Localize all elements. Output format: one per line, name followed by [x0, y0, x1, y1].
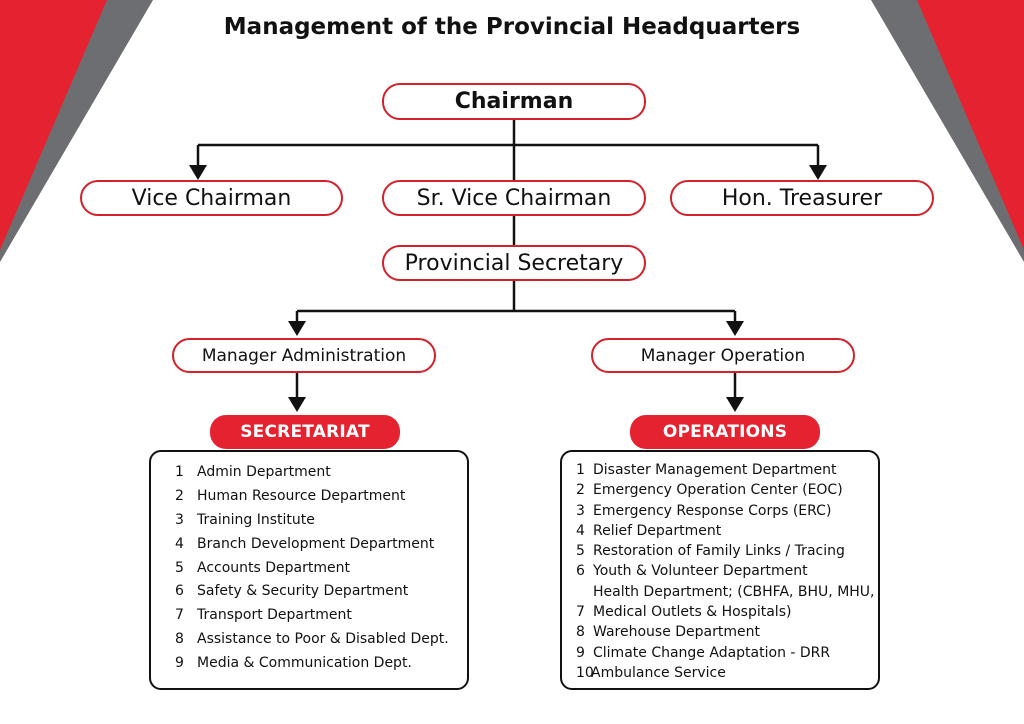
arrow-secretariat	[288, 397, 306, 412]
list-item	[175, 604, 467, 628]
item-text: Ambulance Service	[591, 664, 726, 681]
item-number: 2	[576, 482, 585, 499]
item-number: 8	[175, 631, 184, 648]
list-item	[576, 561, 878, 581]
item-number: 10	[576, 664, 594, 681]
item-number: 6	[175, 583, 184, 600]
node-provincial-secretary: Provincial Secretary	[382, 245, 646, 281]
item-text: Transport Department	[197, 607, 352, 624]
list-item	[175, 557, 467, 581]
list-item	[576, 643, 878, 663]
list-item	[576, 582, 878, 602]
diagram-title: Management of the Provincial Headquarters	[223, 14, 801, 40]
item-text: Human Resource Department	[197, 487, 406, 504]
list-item	[175, 485, 467, 509]
operations-label: OPERATIONS	[630, 415, 820, 449]
item-text: Health Department; (CBHFA, BHU, MHU,	[593, 583, 875, 600]
list-item	[175, 652, 467, 676]
item-text: Media & Communication Dept.	[197, 655, 412, 672]
list-item	[576, 521, 878, 541]
item-number: 5	[576, 543, 585, 560]
item-number: 7	[175, 607, 184, 624]
item-text: Accounts Department	[197, 559, 350, 576]
node-vice-chairman: Vice Chairman	[80, 180, 343, 216]
item-text: Branch Development Department	[197, 535, 435, 552]
item-number: 8	[576, 624, 585, 641]
item-text: Emergency Response Corps (ERC)	[593, 502, 832, 519]
arrow-manager-administration	[288, 321, 306, 336]
item-text: Warehouse Department	[593, 624, 760, 641]
item-text: Relief Department	[593, 522, 722, 539]
item-text: Climate Change Adaptation - DRR	[593, 644, 831, 661]
list-item	[576, 663, 878, 683]
list-item	[175, 580, 467, 604]
list-item	[175, 461, 467, 485]
item-number: 9	[175, 655, 184, 672]
arrow-hon-treasurer	[809, 165, 827, 180]
list-item	[576, 541, 878, 561]
item-number: 1	[576, 462, 585, 478]
node-chairman: Chairman	[382, 83, 646, 120]
item-number: 4	[175, 535, 184, 552]
arrow-vice-chairman	[189, 165, 207, 180]
item-text: Safety & Security Department	[197, 583, 409, 600]
list-item	[175, 509, 467, 533]
arrow-manager-operation	[726, 321, 744, 336]
list-item	[576, 622, 878, 642]
item-number: 3	[175, 511, 184, 528]
list-item	[576, 501, 878, 521]
node-manager-administration: Manager Administration	[172, 338, 436, 373]
item-text: Training Institute	[197, 511, 315, 528]
item-number: 6	[576, 563, 585, 580]
item-text: Youth & Volunteer Department	[593, 563, 808, 580]
item-number: 5	[175, 559, 184, 576]
item-number: 2	[175, 487, 184, 504]
node-manager-operation: Manager Operation	[591, 338, 855, 373]
item-text: Admin Department	[197, 464, 331, 480]
node-hon-treasurer: Hon. Treasurer	[670, 180, 934, 216]
operations-list-box	[560, 450, 880, 690]
item-number	[576, 582, 593, 602]
list-item	[175, 533, 467, 557]
item-number: 9	[576, 644, 585, 661]
item-number: 7	[576, 604, 585, 621]
item-number: 1	[175, 464, 184, 480]
item-text: Disaster Management Department	[593, 462, 837, 478]
arrow-operations	[726, 397, 744, 412]
secretariat-list-box	[149, 450, 469, 690]
list-item	[175, 628, 467, 652]
secretariat-label: SECRETARIAT	[210, 415, 400, 449]
list-item	[576, 480, 878, 500]
item-number: 4	[576, 522, 585, 539]
node-sr-vice-chairman: Sr. Vice Chairman	[382, 180, 646, 216]
item-text: Emergency Operation Center (EOC)	[593, 482, 843, 499]
list-item	[576, 460, 878, 480]
item-text: Medical Outlets & Hospitals)	[593, 604, 792, 621]
list-item	[576, 602, 878, 622]
item-text: Restoration of Family Links / Tracing	[593, 543, 845, 560]
item-text: Assistance to Poor & Disabled Dept.	[197, 631, 449, 648]
item-number: 3	[576, 502, 585, 519]
